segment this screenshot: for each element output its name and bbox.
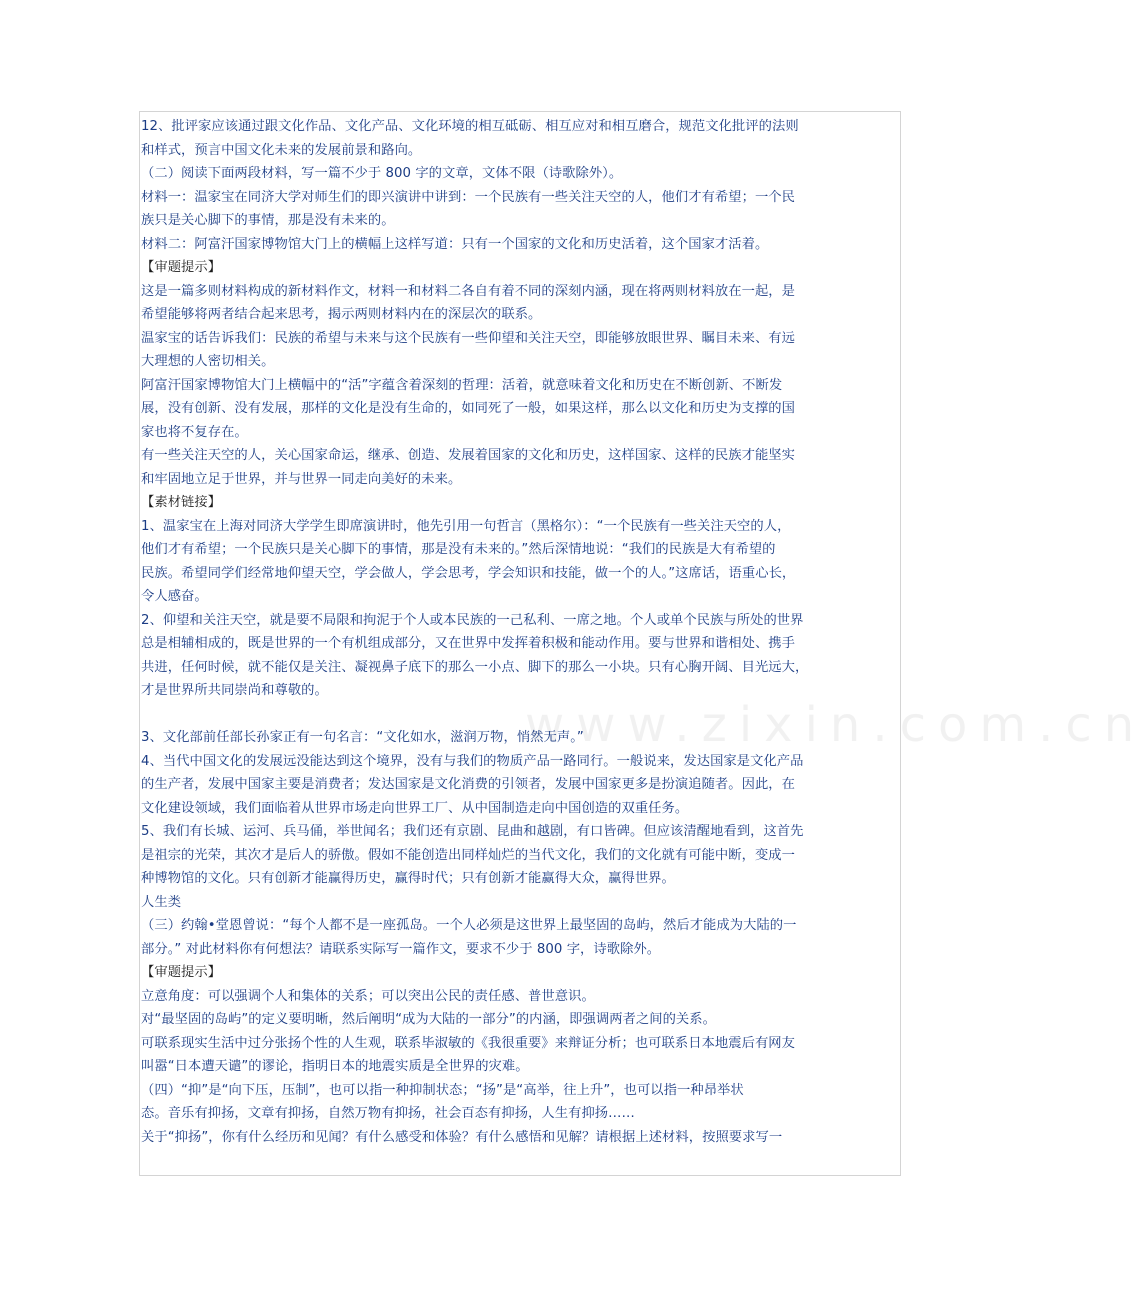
- text-line: 文化建设领域，我们面临着从世界市场走向世界工厂、从中国制造走向中国创造的双重任务。: [141, 800, 689, 816]
- blank-line: [141, 703, 901, 727]
- text-line: 大理想的人密切相关。: [141, 354, 275, 369]
- text-line: 立意角度：可以强调个人和集体的关系；可以突出公民的责任感、普世意识。: [141, 988, 595, 1004]
- text-line: 部分。” 对此材料你有何想法？请联系实际写一篇作文，要求不少于 800 字，诗歌除外。: [141, 941, 661, 957]
- text-line: 1、温家宝在上海对同济大学学生即席演讲时，他先引用一句哲言（黑格尔）：“一个民族有一些关注天空的人，: [141, 518, 791, 534]
- text-line: 总是相辅相成的，既是世界的一个有机组成部分，又在世界中发挥着积极和能动作用。要与世界和谐相处、携手: [141, 636, 795, 651]
- text-line: 态。音乐有抑扬，文章有抑扬，自然万物有抑扬，社会百态有抑扬，人生有抑扬……: [141, 1106, 635, 1121]
- text-line: 阿富汗国家博物馆大门上横幅中的“活”字蕴含着深刻的哲理：活着，就意味着文化和历史在不断创新、不断发: [141, 377, 783, 393]
- text-line: 2、仰望和关注天空，就是要不局限和拘泥于个人或本民族的一己私利、一席之地。个人或单个民族与所处的世界: [141, 612, 804, 628]
- section-heading: 【素材链接】: [141, 495, 222, 510]
- document-frame: [139, 111, 1146, 1176]
- section-heading: 【审题提示】: [141, 260, 222, 275]
- text-line: 温家宝的话告诉我们：民族的希望与未来与这个民族有一些仰望和关注天空，即能够放眼世界、瞩目未来、有远: [141, 330, 795, 346]
- section-heading: 【审题提示】: [141, 965, 222, 980]
- text-line: 共进，任何时候，就不能仅是关注、凝视鼻子底下的那么一小点、脚下的那么一小块。只有心胸开阔、目光远大，: [141, 659, 809, 675]
- document-body: [141, 115, 901, 1149]
- text-line: 3、文化部前任部长孙家正有一句名言：“文化如水，滋润万物，悄然无声。”: [141, 730, 584, 745]
- text-line: 才是世界所共同崇尚和尊敬的。: [141, 683, 328, 698]
- text-line: 5、我们有长城、运河、兵马俑，举世闻名；我们还有京剧、昆曲和越剧，有口皆碑。但应该清醒地看到，这首先: [141, 824, 804, 839]
- text-line: 12、批评家应该通过跟文化作品、文化产品、文化环境的相互砥砺、相互应对和相互磨合，规范文化批评的法则: [141, 119, 799, 134]
- text-line: 可联系现实生活中过分张扬个性的人生观，联系毕淑敏的《我很重要》来辩证分析；也可联系日本地震后有网友: [141, 1035, 795, 1051]
- text-line: 和牢固地立足于世界，并与世界一同走向美好的未来。: [141, 471, 462, 487]
- text-line: 关于“抑扬”，你有什么经历和见闻？有什么感受和体验？有什么感悟和见解？请根据上述材料，按照要求写一: [141, 1129, 783, 1145]
- text-line: 这是一篇多则材料构成的新材料作文，材料一和材料二各自有着不同的深刻内涵，现在将两则材料放在一起，是: [141, 283, 795, 299]
- text-line: （三）约翰•堂恩曾说：“每个人都不是一座孤岛。一个人必须是这世界上最坚固的岛屿，然后才能成为大陆的一: [141, 918, 797, 933]
- text-line: 展，没有创新、没有发展，那样的文化是没有生命的，如同死了一般，如果这样，那么以文化和历史为支撑的国: [141, 401, 795, 416]
- text-line: 材料一：温家宝在同济大学对师生们的即兴演讲中讲到：一个民族有一些关注天空的人，他们才有希望；一个民: [141, 189, 795, 205]
- text-line: 希望能够将两者结合起来思考，揭示两则材料内在的深层次的联系。: [141, 307, 542, 322]
- text-line: 4、当代中国文化的发展远没能达到这个境界，没有与我们的物质产品一路同行。一般说来，发达国家是文化产品: [141, 753, 804, 769]
- text-line: 民族。希望同学们经常地仰望天空，学会做人，学会思考，学会知识和技能，做一个的人。”这席话，语重心长，: [141, 565, 796, 581]
- text-line: 的生产者，发展中国家主要是消费者；发达国家是文化消费的引领者，发展中国家更多是扮演追随者。因此，在: [141, 777, 795, 792]
- text-line: 是祖宗的光荣，其次才是后人的骄傲。假如不能创造出同样灿烂的当代文化，我们的文化就有可能中断，变成一: [141, 847, 795, 863]
- text-line: 种博物馆的文化。只有创新才能赢得历史，赢得时代；只有创新才能赢得大众，赢得世界。: [141, 871, 675, 886]
- text-line: 家也将不复存在。: [141, 424, 248, 440]
- text-line: 他们才有希望；一个民族只是关心脚下的事情，那是没有未来的。”然后深情地说：“我们的民族是大有希望的: [141, 542, 776, 557]
- watermark: www.zixin.com.cn: [525, 697, 1146, 753]
- text-line: 材料二：阿富汗国家博物馆大门上的横幅上这样写道：只有一个国家的文化和历史活着，这个国家才活着。: [141, 236, 769, 252]
- text-line: 令人感奋。: [141, 589, 208, 604]
- text-line: 族只是关心脚下的事情，那是没有未来的。: [141, 213, 395, 228]
- text-line: 有一些关注天空的人，关心国家命运，继承、创造、发展着国家的文化和历史，这样国家、这样的民族才能坚实: [141, 448, 795, 463]
- text-line: 对“最坚固的岛屿”的定义要明晰，然后阐明“成为大陆的一部分”的内涵，即强调两者之间的关系。: [141, 1012, 716, 1027]
- text-line: 和样式，预言中国文化未来的发展前景和路向。: [141, 142, 422, 158]
- text-line: 叫嚣“日本遭天谴”的谬论，指明日本的地震实质是全世界的灾难。: [141, 1059, 529, 1074]
- text-line: （四）“抑”是“向下压，压制”，也可以指一种抑制状态；“扬”是“高举，往上升”，也可以指一种昂举状: [141, 1082, 744, 1098]
- text-line: 人生类: [141, 894, 182, 910]
- text-line: （二）阅读下面两段材料，写一篇不少于 800 字的文章，文体不限（诗歌除外）。: [141, 166, 623, 181]
